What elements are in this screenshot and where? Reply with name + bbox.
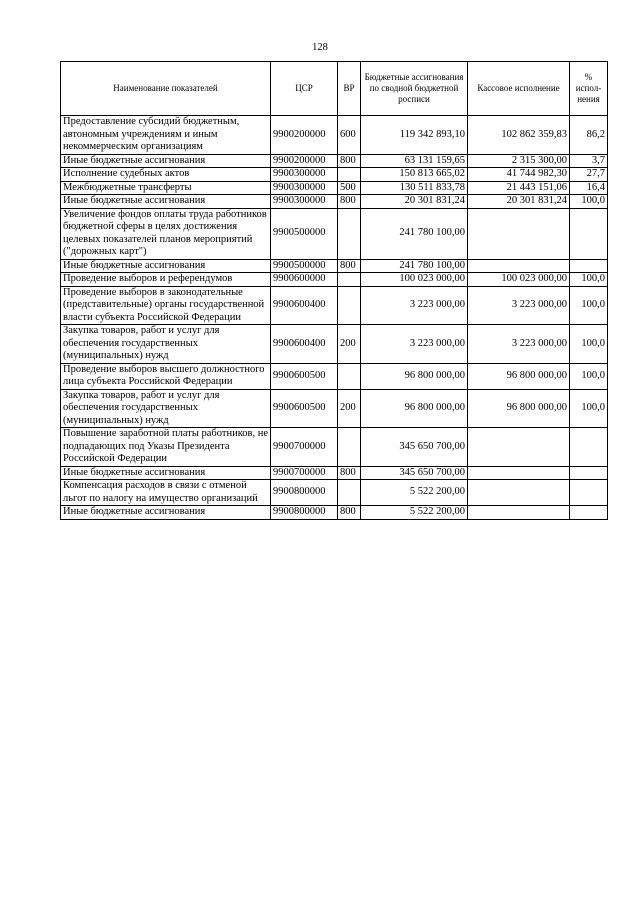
table-row xyxy=(61,286,608,325)
table-row xyxy=(61,363,608,389)
row-vr xyxy=(338,273,361,287)
row-percent xyxy=(570,208,608,259)
row-name: Предоставление субсидий бюджетным, автономным учреждениям и иным некоммерческим организациям xyxy=(61,116,271,155)
row-assignments: 345 650 700,00 xyxy=(361,466,468,480)
header-percent: % испол-нения xyxy=(570,62,608,116)
row-vr: 800 xyxy=(338,466,361,480)
row-csr: 9900600400 xyxy=(271,286,338,325)
row-vr: 200 xyxy=(338,389,361,428)
row-percent: 100,0 xyxy=(570,286,608,325)
row-cash xyxy=(468,428,570,467)
row-vr xyxy=(338,428,361,467)
row-percent xyxy=(570,466,608,480)
row-csr: 9900300000 xyxy=(271,168,338,182)
table-row xyxy=(61,466,608,480)
row-assignments: 241 780 100,00 xyxy=(361,208,468,259)
row-csr: 9900300000 xyxy=(271,181,338,195)
row-assignments: 3 223 000,00 xyxy=(361,286,468,325)
table-row xyxy=(61,181,608,195)
row-assignments: 96 800 000,00 xyxy=(361,389,468,428)
row-cash: 96 800 000,00 xyxy=(468,363,570,389)
row-assignments: 130 511 833,78 xyxy=(361,181,468,195)
row-vr: 200 xyxy=(338,325,361,364)
row-vr: 800 xyxy=(338,195,361,209)
row-cash: 3 223 000,00 xyxy=(468,325,570,364)
row-csr: 9900700000 xyxy=(271,466,338,480)
row-percent: 100,0 xyxy=(570,389,608,428)
header-csr: ЦСР xyxy=(271,62,338,116)
row-name: Исполнение судебных актов xyxy=(61,168,271,182)
table-row xyxy=(61,116,608,155)
table-row xyxy=(61,325,608,364)
row-cash: 20 301 831,24 xyxy=(468,195,570,209)
table-row xyxy=(61,168,608,182)
table-row xyxy=(61,428,608,467)
row-vr xyxy=(338,480,361,506)
row-assignments: 241 780 100,00 xyxy=(361,259,468,273)
row-csr: 9900600500 xyxy=(271,389,338,428)
row-vr: 800 xyxy=(338,506,361,520)
row-csr: 9900600500 xyxy=(271,363,338,389)
row-name: Межбюджетные трансферты xyxy=(61,181,271,195)
row-vr xyxy=(338,168,361,182)
header-vr: ВР xyxy=(338,62,361,116)
row-name: Иные бюджетные ассигнования xyxy=(61,466,271,480)
row-cash xyxy=(468,259,570,273)
row-assignments: 119 342 893,10 xyxy=(361,116,468,155)
row-name: Проведение выборов и референдумов xyxy=(61,273,271,287)
table-header-row xyxy=(61,62,608,116)
header-assignments: Бюджетные ассигнования по сводной бюджетной росписи xyxy=(361,62,468,116)
row-csr: 9900500000 xyxy=(271,208,338,259)
row-csr: 9900800000 xyxy=(271,506,338,520)
row-vr xyxy=(338,208,361,259)
table-row xyxy=(61,208,608,259)
row-percent xyxy=(570,259,608,273)
row-percent: 100,0 xyxy=(570,273,608,287)
row-csr: 9900800000 xyxy=(271,480,338,506)
row-percent xyxy=(570,480,608,506)
row-assignments: 5 522 200,00 xyxy=(361,506,468,520)
row-percent: 16,4 xyxy=(570,181,608,195)
row-cash: 96 800 000,00 xyxy=(468,389,570,428)
row-assignments: 345 650 700,00 xyxy=(361,428,468,467)
row-cash: 21 443 151,06 xyxy=(468,181,570,195)
row-assignments: 100 023 000,00 xyxy=(361,273,468,287)
row-csr: 9900200000 xyxy=(271,154,338,168)
row-percent: 100,0 xyxy=(570,363,608,389)
row-name: Закупка товаров, работ и услуг для обеспечения государственных (муниципальных) нужд xyxy=(61,389,271,428)
row-name: Увеличение фондов оплаты труда работников бюджетной сферы в целях достижения целевых показателей планов мероприятий ("дорожных карт") xyxy=(61,208,271,259)
row-percent: 27,7 xyxy=(570,168,608,182)
table-row xyxy=(61,259,608,273)
row-assignments: 5 522 200,00 xyxy=(361,480,468,506)
row-cash xyxy=(468,506,570,520)
row-name: Иные бюджетные ассигнования xyxy=(61,154,271,168)
row-vr xyxy=(338,286,361,325)
table-row xyxy=(61,480,608,506)
row-name: Иные бюджетные ассигнования xyxy=(61,259,271,273)
row-percent: 100,0 xyxy=(570,325,608,364)
row-name: Проведение выборов в законодательные (представительные) органы государственной власти субъекта Российской Федерации xyxy=(61,286,271,325)
row-csr: 9900500000 xyxy=(271,259,338,273)
row-name: Повышение заработной платы работников, не подпадающих под Указы Президента Российской Федерации xyxy=(61,428,271,467)
row-name: Иные бюджетные ассигнования xyxy=(61,195,271,209)
row-cash: 3 223 000,00 xyxy=(468,286,570,325)
page-number: 128 xyxy=(312,42,328,53)
row-cash xyxy=(468,208,570,259)
row-cash: 102 862 359,83 xyxy=(468,116,570,155)
row-percent xyxy=(570,428,608,467)
row-name: Закупка товаров, работ и услуг для обеспечения государственных (муниципальных) нужд xyxy=(61,325,271,364)
row-name: Проведение выборов высшего должностного лица субъекта Российской Федерации xyxy=(61,363,271,389)
row-cash xyxy=(468,466,570,480)
row-percent: 86,2 xyxy=(570,116,608,155)
row-assignments: 150 813 665,02 xyxy=(361,168,468,182)
row-cash: 100 023 000,00 xyxy=(468,273,570,287)
table-row xyxy=(61,273,608,287)
row-vr xyxy=(338,363,361,389)
row-assignments: 63 131 159,65 xyxy=(361,154,468,168)
row-csr: 9900300000 xyxy=(271,195,338,209)
row-assignments: 96 800 000,00 xyxy=(361,363,468,389)
row-vr: 800 xyxy=(338,259,361,273)
row-cash: 41 744 982,30 xyxy=(468,168,570,182)
table-row xyxy=(61,506,608,520)
table-row xyxy=(61,195,608,209)
header-cash: Кассовое исполнение xyxy=(468,62,570,116)
row-assignments: 3 223 000,00 xyxy=(361,325,468,364)
row-percent: 100,0 xyxy=(570,195,608,209)
row-percent: 3,7 xyxy=(570,154,608,168)
budget-execution-table xyxy=(60,61,608,520)
row-cash xyxy=(468,480,570,506)
row-vr: 800 xyxy=(338,154,361,168)
table-row xyxy=(61,389,608,428)
row-cash: 2 315 300,00 xyxy=(468,154,570,168)
row-csr: 9900700000 xyxy=(271,428,338,467)
row-name: Компенсация расходов в связи с отменой льгот по налогу на имущество организаций xyxy=(61,480,271,506)
row-csr: 9900200000 xyxy=(271,116,338,155)
header-name: Наименование показателей xyxy=(61,62,271,116)
row-csr: 9900600000 xyxy=(271,273,338,287)
row-name: Иные бюджетные ассигнования xyxy=(61,506,271,520)
row-csr: 9900600400 xyxy=(271,325,338,364)
row-assignments: 20 301 831,24 xyxy=(361,195,468,209)
row-vr: 600 xyxy=(338,116,361,155)
table-row xyxy=(61,154,608,168)
row-vr: 500 xyxy=(338,181,361,195)
row-percent xyxy=(570,506,608,520)
